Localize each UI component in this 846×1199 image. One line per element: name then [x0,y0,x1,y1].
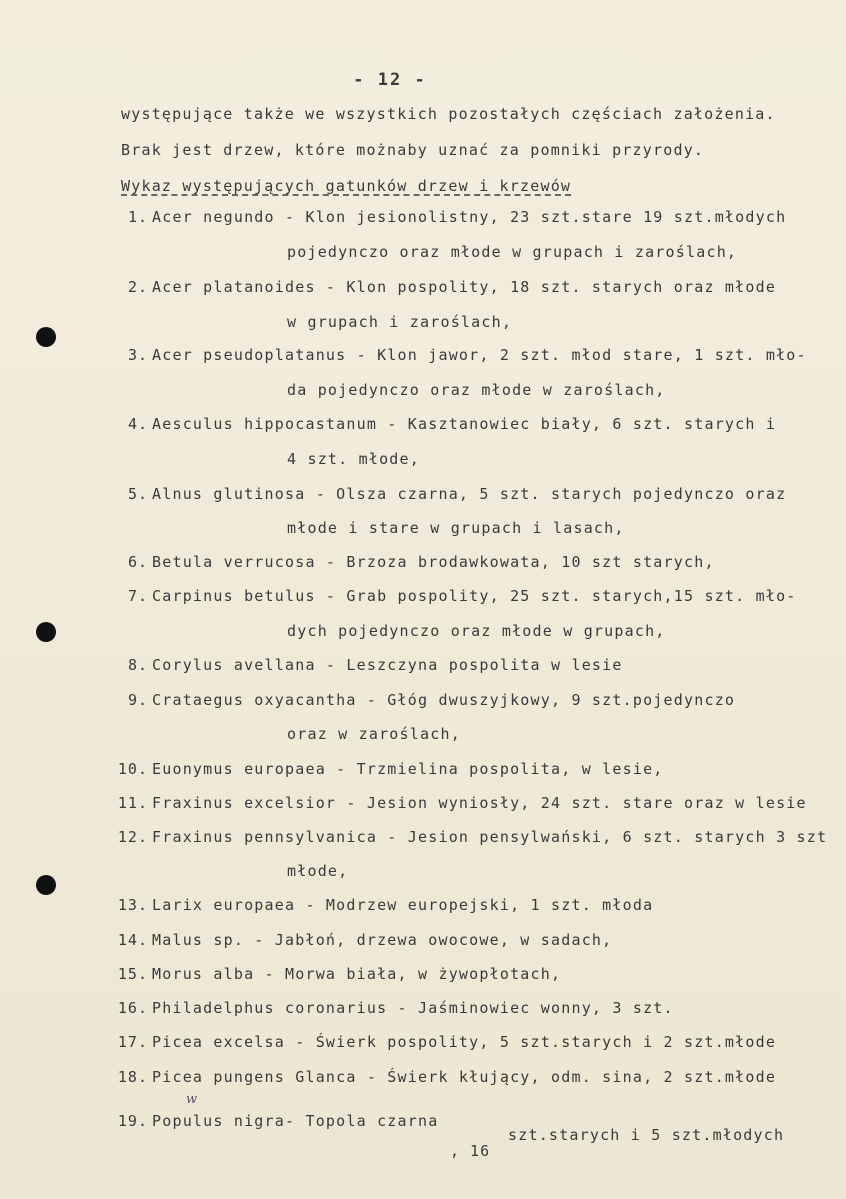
item-continuation: dych pojedynczo oraz młode w grupach, [287,622,666,640]
item-number: 3. [127,346,148,364]
item-number: 17. [117,1033,148,1051]
item-number: 14. [117,931,148,949]
item-continuation: młode, [287,862,349,880]
item-text: Larix europaea - Modrzew europejski, 1 szt. młoda [152,896,654,914]
handwritten-count: , 16 [450,1142,491,1160]
item-number: 9. [127,691,148,709]
item-text: Malus sp. - Jabłoń, drzewa owocowe, w sadach, [152,931,613,949]
intro-line-1: występujące także we wszystkich pozostałych częściach założenia. [121,105,776,123]
item-number: 18. [117,1068,148,1086]
punch-hole [36,875,56,895]
item-number: 4. [127,415,148,433]
item-number: 16. [117,999,148,1017]
item-continuation: oraz w zaroślach, [287,725,461,743]
item-number: 7. [127,587,148,605]
item-number: 5. [127,485,148,503]
item-number: 19. [117,1112,148,1130]
item-text: Acer pseudoplatanus - Klon jawor, 2 szt. młod stare, 1 szt. mło- [152,346,807,364]
item-continuation: da pojedynczo oraz młode w zaroślach, [287,381,666,399]
item-text: Carpinus betulus - Grab pospolity, 25 szt. starych,15 szt. mło- [152,587,797,605]
item-number: 13. [117,896,148,914]
item-continuation: młode i stare w grupach i lasach, [287,519,625,537]
item-text: Populus nigra- Topola czarna [152,1112,439,1130]
item-text: Philadelphus coronarius - Jaśminowiec wonny, 3 szt. [152,999,674,1017]
item-continuation: 4 szt. młode, [287,450,420,468]
item-text: Acer negundo - Klon jesionolistny, 23 szt.stare 19 szt.młodych [152,208,787,226]
list-heading: Wykaz występujących gatunków drzew i krzewów [121,177,572,195]
punch-hole [36,622,56,642]
item-number: 10. [117,760,148,778]
handwritten-correction: w [186,1092,198,1107]
item-number: 6. [127,553,148,571]
item-continuation: w grupach i zaroślach, [287,313,513,331]
item-text: Euonymus europaea - Trzmielina pospolita, w lesie, [152,760,664,778]
item-text: Picea excelsa - Świerk pospolity, 5 szt.starych i 2 szt.młode [152,1033,777,1051]
item-continuation: pojedynczo oraz młode w grupach i zaroślach, [287,243,738,261]
item-number: 1. [127,208,148,226]
item-text: Picea pungens Glanca - Świerk kłujący, odm. sina, 2 szt.młode [152,1068,777,1086]
item-text: Corylus avellana - Leszczyna pospolita w lesie [152,656,623,674]
item-number: 8. [127,656,148,674]
item-text: Aesculus hippocastanum - Kasztanowiec biały, 6 szt. starych i [152,415,777,433]
item-text: Fraxinus pennsylvanica - Jesion pensylwański, 6 szt. starych 3 szt [152,828,828,846]
intro-line-2: Brak jest drzew, które możnaby uznać za pomniki przyrody. [121,141,705,159]
item-text: Crataegus oxyacantha - Głóg dwuszyjkowy, 9 szt.pojedynczo [152,691,736,709]
item-text: Acer platanoides - Klon pospolity, 18 szt. starych oraz młode [152,278,777,296]
item-text: Morus alba - Morwa biała, w żywopłotach, [152,965,562,983]
item-text: Fraxinus excelsior - Jesion wyniosły, 24 szt. stare oraz w lesie [152,794,807,812]
item-number: 12. [117,828,148,846]
item-number: 15. [117,965,148,983]
item-number: 2. [127,278,148,296]
item-text: Betula verrucosa - Brzoza brodawkowata, 10 szt starych, [152,553,715,571]
item-text: Alnus glutinosa - Olsza czarna, 5 szt. starych pojedynczo oraz [152,485,787,503]
item-number: 11. [117,794,148,812]
page-number: - 12 - [353,70,427,90]
item-19-tail: szt.starych i 5 szt.młodych [508,1126,785,1144]
punch-hole [36,327,56,347]
